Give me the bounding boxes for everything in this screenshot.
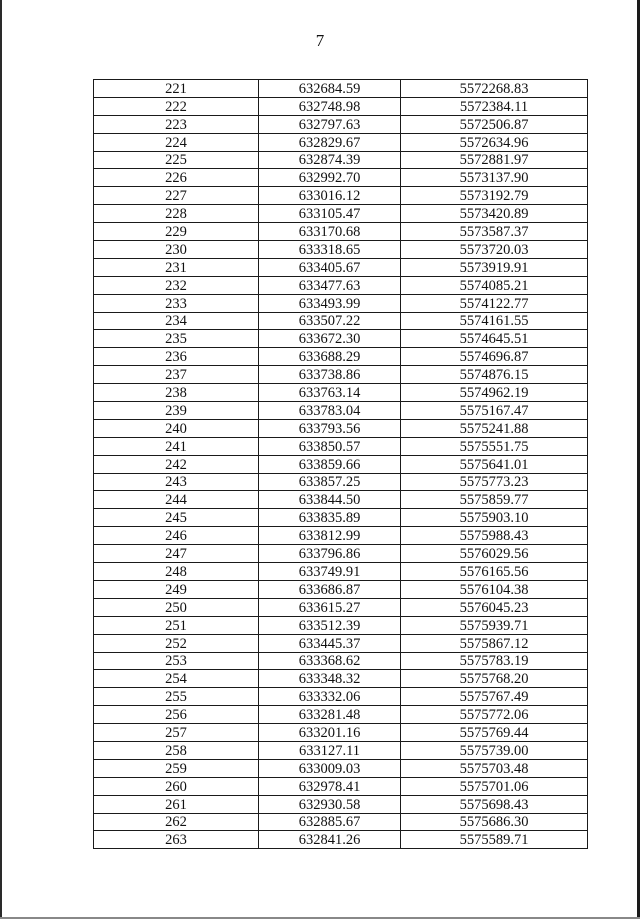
x-coordinate-cell: 632874.39 [259, 151, 401, 169]
x-coordinate-cell: 633127.11 [259, 741, 401, 759]
table-row [94, 294, 588, 312]
x-coordinate-cell: 633812.99 [259, 527, 401, 545]
page-edge-left [0, 0, 2, 919]
y-coordinate-cell: 5575241.88 [401, 419, 588, 437]
table-row [94, 151, 588, 169]
y-coordinate-cell: 5575739.00 [401, 741, 588, 759]
x-coordinate-cell: 633859.66 [259, 455, 401, 473]
x-coordinate-cell: 633477.63 [259, 276, 401, 294]
x-coordinate-cell: 633507.22 [259, 312, 401, 330]
y-coordinate-cell: 5576104.38 [401, 580, 588, 598]
point-number-cell: 251 [94, 616, 259, 634]
point-number-cell: 222 [94, 97, 259, 115]
table-row [94, 437, 588, 455]
point-number-cell: 253 [94, 652, 259, 670]
point-number-cell: 246 [94, 527, 259, 545]
y-coordinate-cell: 5575783.19 [401, 652, 588, 670]
x-coordinate-cell: 632978.41 [259, 777, 401, 795]
y-coordinate-cell: 5575167.47 [401, 402, 588, 420]
point-number-cell: 224 [94, 133, 259, 151]
y-coordinate-cell: 5575903.10 [401, 509, 588, 527]
point-number-cell: 238 [94, 384, 259, 402]
table-row [94, 80, 588, 98]
table-row [94, 223, 588, 241]
x-coordinate-cell: 633348.32 [259, 670, 401, 688]
y-coordinate-cell: 5575773.23 [401, 473, 588, 491]
table-row [94, 348, 588, 366]
y-coordinate-cell: 5575701.06 [401, 777, 588, 795]
point-number-cell: 262 [94, 813, 259, 831]
y-coordinate-cell: 5575641.01 [401, 455, 588, 473]
table-row [94, 312, 588, 330]
y-coordinate-cell: 5574161.55 [401, 312, 588, 330]
table-row [94, 205, 588, 223]
point-number-cell: 249 [94, 580, 259, 598]
y-coordinate-cell: 5575768.20 [401, 670, 588, 688]
point-number-cell: 232 [94, 276, 259, 294]
x-coordinate-cell: 633738.86 [259, 366, 401, 384]
table-row [94, 795, 588, 813]
point-number-cell: 233 [94, 294, 259, 312]
point-number-cell: 255 [94, 688, 259, 706]
x-coordinate-cell: 633318.65 [259, 241, 401, 259]
y-coordinate-cell: 5574122.77 [401, 294, 588, 312]
table-row [94, 545, 588, 563]
y-coordinate-cell: 5575589.71 [401, 831, 588, 849]
x-coordinate-cell: 633368.62 [259, 652, 401, 670]
y-coordinate-cell: 5575859.77 [401, 491, 588, 509]
table-row [94, 115, 588, 133]
table-row [94, 706, 588, 724]
point-number-cell: 263 [94, 831, 259, 849]
table-row [94, 330, 588, 348]
point-number-cell: 240 [94, 419, 259, 437]
table-row [94, 384, 588, 402]
table-row [94, 491, 588, 509]
table-row [94, 670, 588, 688]
x-coordinate-cell: 632992.70 [259, 169, 401, 187]
table-row [94, 187, 588, 205]
y-coordinate-cell: 5573137.90 [401, 169, 588, 187]
point-number-cell: 235 [94, 330, 259, 348]
y-coordinate-cell: 5573720.03 [401, 241, 588, 259]
y-coordinate-cell: 5573919.91 [401, 258, 588, 276]
x-coordinate-cell: 633672.30 [259, 330, 401, 348]
point-number-cell: 236 [94, 348, 259, 366]
point-number-cell: 223 [94, 115, 259, 133]
y-coordinate-cell: 5575772.06 [401, 706, 588, 724]
y-coordinate-cell: 5575988.43 [401, 527, 588, 545]
table-row [94, 598, 588, 616]
x-coordinate-cell: 632797.63 [259, 115, 401, 133]
coordinates-table-body [94, 80, 588, 849]
point-number-cell: 256 [94, 706, 259, 724]
x-coordinate-cell: 633749.91 [259, 563, 401, 581]
x-coordinate-cell: 633405.67 [259, 258, 401, 276]
point-number-cell: 250 [94, 598, 259, 616]
point-number-cell: 225 [94, 151, 259, 169]
y-coordinate-cell: 5574696.87 [401, 348, 588, 366]
y-coordinate-cell: 5573192.79 [401, 187, 588, 205]
point-number-cell: 258 [94, 741, 259, 759]
point-number-cell: 237 [94, 366, 259, 384]
y-coordinate-cell: 5575698.43 [401, 795, 588, 813]
y-coordinate-cell: 5572506.87 [401, 115, 588, 133]
page-number: 7 [315, 31, 325, 50]
x-coordinate-cell: 632684.59 [259, 80, 401, 98]
x-coordinate-cell: 633170.68 [259, 223, 401, 241]
y-coordinate-cell: 5572881.97 [401, 151, 588, 169]
y-coordinate-cell: 5575939.71 [401, 616, 588, 634]
table-row [94, 366, 588, 384]
x-coordinate-cell: 633332.06 [259, 688, 401, 706]
x-coordinate-cell: 633445.37 [259, 634, 401, 652]
y-coordinate-cell: 5575769.44 [401, 724, 588, 742]
point-number-cell: 241 [94, 437, 259, 455]
point-number-cell: 239 [94, 402, 259, 420]
table-row [94, 473, 588, 491]
table-row [94, 563, 588, 581]
y-coordinate-cell: 5573587.37 [401, 223, 588, 241]
point-number-cell: 260 [94, 777, 259, 795]
y-coordinate-cell: 5575686.30 [401, 813, 588, 831]
table-row [94, 777, 588, 795]
table-row [94, 258, 588, 276]
point-number-cell: 243 [94, 473, 259, 491]
x-coordinate-cell: 633105.47 [259, 205, 401, 223]
table-row [94, 169, 588, 187]
table-row [94, 97, 588, 115]
table-row [94, 402, 588, 420]
table-row [94, 634, 588, 652]
point-number-cell: 248 [94, 563, 259, 581]
y-coordinate-cell: 5576029.56 [401, 545, 588, 563]
x-coordinate-cell: 633686.87 [259, 580, 401, 598]
table-row [94, 580, 588, 598]
y-coordinate-cell: 5575703.48 [401, 759, 588, 777]
table-row [94, 455, 588, 473]
point-number-cell: 230 [94, 241, 259, 259]
y-coordinate-cell: 5576165.56 [401, 563, 588, 581]
table-row [94, 509, 588, 527]
x-coordinate-cell: 633009.03 [259, 759, 401, 777]
point-number-cell: 221 [94, 80, 259, 98]
y-coordinate-cell: 5574962.19 [401, 384, 588, 402]
table-row [94, 759, 588, 777]
point-number-cell: 231 [94, 258, 259, 276]
point-number-cell: 257 [94, 724, 259, 742]
x-coordinate-cell: 632841.26 [259, 831, 401, 849]
x-coordinate-cell: 633493.99 [259, 294, 401, 312]
coordinates-table [93, 79, 588, 849]
table-row [94, 813, 588, 831]
x-coordinate-cell: 633281.48 [259, 706, 401, 724]
y-coordinate-cell: 5575551.75 [401, 437, 588, 455]
point-number-cell: 228 [94, 205, 259, 223]
x-coordinate-cell: 633016.12 [259, 187, 401, 205]
y-coordinate-cell: 5574876.15 [401, 366, 588, 384]
x-coordinate-cell: 633783.04 [259, 402, 401, 420]
x-coordinate-cell: 633850.57 [259, 437, 401, 455]
table-row [94, 741, 588, 759]
point-number-cell: 247 [94, 545, 259, 563]
x-coordinate-cell: 633201.16 [259, 724, 401, 742]
point-number-cell: 261 [94, 795, 259, 813]
y-coordinate-cell: 5575767.49 [401, 688, 588, 706]
x-coordinate-cell: 633844.50 [259, 491, 401, 509]
table-row [94, 688, 588, 706]
table-row [94, 241, 588, 259]
point-number-cell: 244 [94, 491, 259, 509]
table-row [94, 133, 588, 151]
point-number-cell: 245 [94, 509, 259, 527]
table-row [94, 831, 588, 849]
y-coordinate-cell: 5572268.83 [401, 80, 588, 98]
point-number-cell: 254 [94, 670, 259, 688]
table-row [94, 616, 588, 634]
y-coordinate-cell: 5575867.12 [401, 634, 588, 652]
x-coordinate-cell: 633796.86 [259, 545, 401, 563]
point-number-cell: 252 [94, 634, 259, 652]
y-coordinate-cell: 5572634.96 [401, 133, 588, 151]
point-number-cell: 242 [94, 455, 259, 473]
y-coordinate-cell: 5576045.23 [401, 598, 588, 616]
x-coordinate-cell: 633615.27 [259, 598, 401, 616]
x-coordinate-cell: 633688.29 [259, 348, 401, 366]
point-number-cell: 259 [94, 759, 259, 777]
x-coordinate-cell: 632930.58 [259, 795, 401, 813]
y-coordinate-cell: 5572384.11 [401, 97, 588, 115]
x-coordinate-cell: 633793.56 [259, 419, 401, 437]
table-row [94, 419, 588, 437]
x-coordinate-cell: 633835.89 [259, 509, 401, 527]
x-coordinate-cell: 632885.67 [259, 813, 401, 831]
point-number-cell: 226 [94, 169, 259, 187]
point-number-cell: 227 [94, 187, 259, 205]
x-coordinate-cell: 632829.67 [259, 133, 401, 151]
point-number-cell: 229 [94, 223, 259, 241]
y-coordinate-cell: 5574085.21 [401, 276, 588, 294]
point-number-cell: 234 [94, 312, 259, 330]
table-row [94, 724, 588, 742]
x-coordinate-cell: 633512.39 [259, 616, 401, 634]
x-coordinate-cell: 633857.25 [259, 473, 401, 491]
table-row [94, 276, 588, 294]
table-row [94, 527, 588, 545]
table-row [94, 652, 588, 670]
x-coordinate-cell: 632748.98 [259, 97, 401, 115]
y-coordinate-cell: 5574645.51 [401, 330, 588, 348]
x-coordinate-cell: 633763.14 [259, 384, 401, 402]
y-coordinate-cell: 5573420.89 [401, 205, 588, 223]
